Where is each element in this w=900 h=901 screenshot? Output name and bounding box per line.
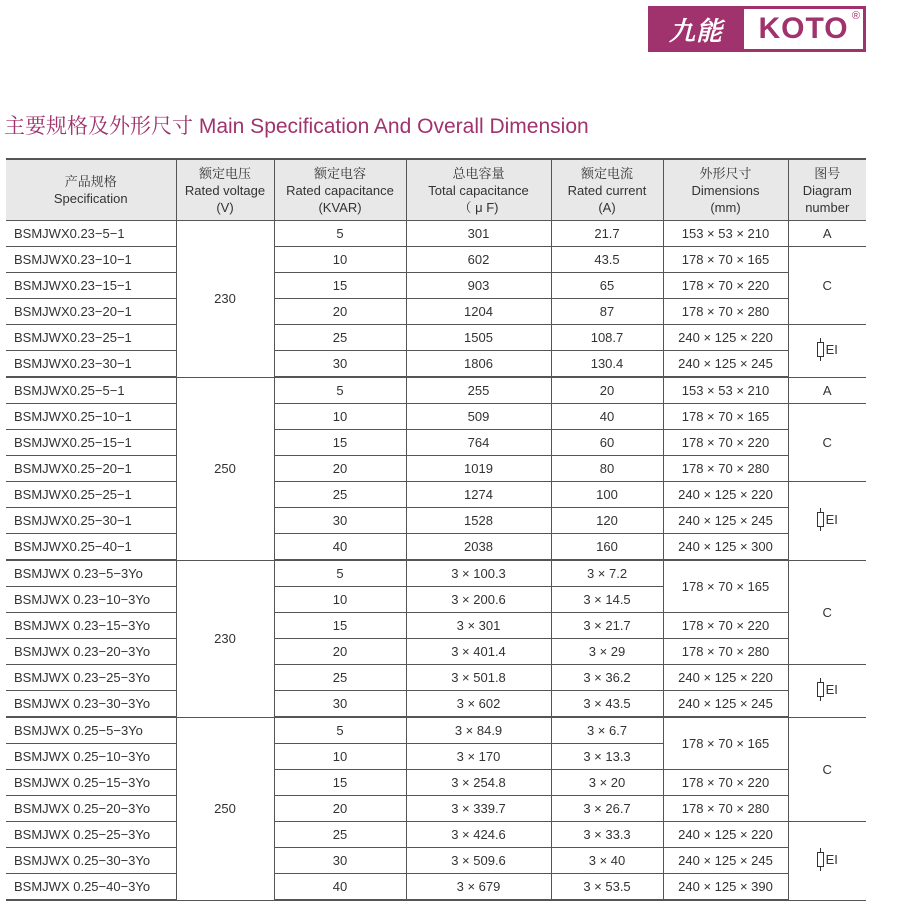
header-line: （ μ F)	[458, 199, 499, 215]
total-capacitance-cell: 764	[406, 430, 551, 456]
current-cell: 20	[551, 377, 663, 404]
dimensions-cell: 240 × 125 × 220	[663, 822, 788, 848]
header-line: Specification	[53, 191, 128, 206]
header-line: Rated current	[567, 182, 647, 198]
table-row	[6, 247, 866, 273]
total-capacitance-cell: 3 × 501.8	[406, 665, 551, 691]
current-cell: 3 × 20	[551, 770, 663, 796]
header-line: Rated capacitance	[286, 182, 394, 198]
voltage-cell: 230	[176, 221, 274, 378]
total-capacitance-cell: 509	[406, 404, 551, 430]
page-title: 主要规格及外形尺寸 Main Specification And Overall Dimension	[4, 115, 589, 138]
header-line: 额定电容	[313, 165, 366, 181]
model-cell: BSMJWX0.25−15−1	[6, 430, 176, 456]
total-capacitance-cell: 3 × 301	[406, 613, 551, 639]
capacitance-cell: 25	[274, 482, 406, 508]
current-cell: 3 × 26.7	[551, 796, 663, 822]
header-line: Diagram	[802, 182, 852, 198]
header-line: (KVAR)	[318, 199, 362, 215]
current-cell: 3 × 43.5	[551, 691, 663, 718]
current-cell: 100	[551, 482, 663, 508]
model-cell: BSMJWX0.23−20−1	[6, 299, 176, 325]
header-line: 额定电压	[198, 165, 251, 181]
model-cell: BSMJWX0.25−5−1	[6, 377, 176, 404]
dimensions-cell: 178 × 70 × 280	[663, 299, 788, 325]
current-cell: 87	[551, 299, 663, 325]
diagram-label: EI	[825, 511, 838, 527]
voltage-cell: 250	[176, 377, 274, 560]
table-row	[6, 639, 866, 665]
diagram-cell: C	[788, 560, 866, 665]
diagram-cell	[788, 325, 866, 378]
current-cell: 60	[551, 430, 663, 456]
current-cell: 40	[551, 404, 663, 430]
logo-chinese-mark: 九能	[668, 16, 723, 47]
model-cell: BSMJWX0.25−40−1	[6, 534, 176, 561]
current-cell: 3 × 53.5	[551, 874, 663, 901]
model-cell: BSMJWX0.23−15−1	[6, 273, 176, 299]
total-capacitance-cell: 1528	[406, 508, 551, 534]
model-cell: BSMJWX 0.23−25−3Yo	[6, 665, 176, 691]
total-capacitance-cell: 255	[406, 377, 551, 404]
capacitance-cell: 25	[274, 665, 406, 691]
total-capacitance-cell: 301	[406, 221, 551, 247]
capacitance-cell: 25	[274, 822, 406, 848]
current-cell: 3 × 40	[551, 848, 663, 874]
table-row	[6, 848, 866, 874]
koto-logo	[648, 6, 866, 52]
header-rated-current	[551, 159, 663, 221]
capacitance-cell: 10	[274, 744, 406, 770]
total-capacitance-cell: 3 × 679	[406, 874, 551, 901]
current-cell: 80	[551, 456, 663, 482]
dimensions-cell: 153 × 53 × 210	[663, 377, 788, 404]
capacitor-icon	[817, 682, 824, 697]
dimensions-cell: 240 × 125 × 245	[663, 508, 788, 534]
header-line: 产品规格	[64, 174, 117, 189]
model-cell: BSMJWX 0.23−10−3Yo	[6, 587, 176, 613]
dimensions-cell: 240 × 125 × 300	[663, 534, 788, 561]
model-cell: BSMJWX 0.25−25−3Yo	[6, 822, 176, 848]
dimensions-cell: 240 × 125 × 390	[663, 874, 788, 901]
current-cell: 3 × 7.2	[551, 560, 663, 587]
capacitance-cell: 15	[274, 273, 406, 299]
current-cell: 21.7	[551, 221, 663, 247]
model-cell: BSMJWX 0.23−20−3Yo	[6, 639, 176, 665]
header-line: 图号	[814, 165, 841, 181]
capacitance-cell: 20	[274, 639, 406, 665]
model-cell: BSMJWX 0.25−15−3Yo	[6, 770, 176, 796]
dimensions-cell: 240 × 125 × 220	[663, 665, 788, 691]
capacitance-cell: 20	[274, 299, 406, 325]
dimensions-cell: 178 × 70 × 280	[663, 639, 788, 665]
table-row	[6, 822, 866, 848]
current-cell: 3 × 14.5	[551, 587, 663, 613]
diagram-ei-symbol	[817, 682, 838, 697]
table-row	[6, 404, 866, 430]
current-cell: 3 × 6.7	[551, 717, 663, 744]
current-cell: 160	[551, 534, 663, 561]
table-row	[6, 665, 866, 691]
model-cell: BSMJWX0.25−25−1	[6, 482, 176, 508]
header-line: 额定电流	[580, 165, 633, 181]
total-capacitance-cell: 3 × 509.6	[406, 848, 551, 874]
total-capacitance-cell: 3 × 401.4	[406, 639, 551, 665]
logo-wordmark	[744, 9, 863, 49]
specification-table	[6, 158, 866, 901]
table-row	[6, 482, 866, 508]
header-rated-voltage	[176, 159, 274, 221]
diagram-cell: A	[788, 221, 866, 247]
dimensions-cell: 240 × 125 × 245	[663, 848, 788, 874]
capacitance-cell: 5	[274, 221, 406, 247]
diagram-ei-symbol	[817, 342, 838, 357]
total-capacitance-cell: 1806	[406, 351, 551, 378]
table-row	[6, 770, 866, 796]
total-capacitance-cell: 2038	[406, 534, 551, 561]
model-cell: BSMJWX0.23−30−1	[6, 351, 176, 378]
capacitance-cell: 5	[274, 377, 406, 404]
capacitance-cell: 30	[274, 848, 406, 874]
header-diagram-number	[788, 159, 866, 221]
capacitance-cell: 10	[274, 587, 406, 613]
diagram-cell	[788, 822, 866, 901]
table-row	[6, 221, 866, 247]
model-cell: BSMJWX 0.23−15−3Yo	[6, 613, 176, 639]
total-capacitance-cell: 3 × 602	[406, 691, 551, 718]
diagram-cell	[788, 482, 866, 561]
header-line: Rated voltage	[184, 182, 266, 198]
table-row	[6, 534, 866, 561]
model-cell: BSMJWX 0.25−30−3Yo	[6, 848, 176, 874]
capacitance-cell: 30	[274, 508, 406, 534]
table-row	[6, 351, 866, 378]
table-row	[6, 430, 866, 456]
current-cell: 3 × 33.3	[551, 822, 663, 848]
diagram-label: EI	[825, 681, 838, 697]
current-cell: 3 × 29	[551, 639, 663, 665]
header-line: 外形尺寸	[699, 165, 752, 181]
dimensions-cell: 178 × 70 × 165	[663, 717, 788, 770]
table-row	[6, 456, 866, 482]
header-line: (A)	[598, 199, 616, 215]
table-row	[6, 508, 866, 534]
dimensions-cell: 240 × 125 × 220	[663, 482, 788, 508]
model-cell: BSMJWX0.23−10−1	[6, 247, 176, 273]
diagram-cell: C	[788, 404, 866, 482]
current-cell: 130.4	[551, 351, 663, 378]
header-line: 总电容量	[452, 165, 505, 181]
header-line: (V)	[216, 199, 234, 215]
table-row	[6, 717, 866, 744]
total-capacitance-cell: 1204	[406, 299, 551, 325]
table-body	[6, 221, 866, 901]
table-row	[6, 273, 866, 299]
table-row	[6, 560, 866, 587]
model-cell: BSMJWX 0.23−5−3Yo	[6, 560, 176, 587]
table-row	[6, 796, 866, 822]
capacitance-cell: 5	[274, 717, 406, 744]
capacitance-cell: 40	[274, 874, 406, 901]
total-capacitance-cell: 3 × 424.6	[406, 822, 551, 848]
model-cell: BSMJWX 0.25−20−3Yo	[6, 796, 176, 822]
model-cell: BSMJWX0.23−25−1	[6, 325, 176, 351]
header-line: Total capacitance	[428, 182, 529, 198]
table-header-row	[6, 159, 866, 221]
header-specification	[6, 159, 176, 221]
dimensions-cell: 178 × 70 × 165	[663, 404, 788, 430]
model-cell: BSMJWX 0.25−40−3Yo	[6, 874, 176, 901]
total-capacitance-cell: 3 × 254.8	[406, 770, 551, 796]
capacitance-cell: 10	[274, 247, 406, 273]
diagram-ei-symbol	[817, 512, 838, 527]
dimensions-cell: 178 × 70 × 220	[663, 770, 788, 796]
dimensions-cell: 178 × 70 × 220	[663, 430, 788, 456]
current-cell: 108.7	[551, 325, 663, 351]
capacitor-icon	[817, 852, 824, 867]
logo-text: KOTO	[758, 12, 849, 45]
model-cell: BSMJWX0.25−20−1	[6, 456, 176, 482]
total-capacitance-cell: 1019	[406, 456, 551, 482]
total-capacitance-cell: 3 × 170	[406, 744, 551, 770]
current-cell: 120	[551, 508, 663, 534]
capacitance-cell: 5	[274, 560, 406, 587]
capacitance-cell: 15	[274, 613, 406, 639]
diagram-cell: C	[788, 247, 866, 325]
total-capacitance-cell: 903	[406, 273, 551, 299]
total-capacitance-cell: 602	[406, 247, 551, 273]
capacitance-cell: 20	[274, 796, 406, 822]
capacitor-icon	[817, 342, 824, 357]
capacitance-cell: 30	[274, 691, 406, 718]
capacitance-cell: 40	[274, 534, 406, 561]
dimensions-cell: 178 × 70 × 220	[663, 273, 788, 299]
model-cell: BSMJWX 0.25−5−3Yo	[6, 717, 176, 744]
current-cell: 3 × 21.7	[551, 613, 663, 639]
dimensions-cell: 153 × 53 × 210	[663, 221, 788, 247]
voltage-cell: 230	[176, 560, 274, 717]
table-row	[6, 377, 866, 404]
total-capacitance-cell: 3 × 200.6	[406, 587, 551, 613]
table-row	[6, 613, 866, 639]
capacitance-cell: 15	[274, 430, 406, 456]
dimensions-cell: 178 × 70 × 165	[663, 560, 788, 613]
current-cell: 65	[551, 273, 663, 299]
voltage-cell: 250	[176, 717, 274, 900]
table-row	[6, 325, 866, 351]
diagram-label: EI	[825, 341, 838, 357]
table-row	[6, 874, 866, 901]
header-line: number	[805, 199, 850, 215]
capacitance-cell: 15	[274, 770, 406, 796]
current-cell: 43.5	[551, 247, 663, 273]
model-cell: BSMJWX 0.25−10−3Yo	[6, 744, 176, 770]
model-cell: BSMJWX0.23−5−1	[6, 221, 176, 247]
dimensions-cell: 178 × 70 × 280	[663, 796, 788, 822]
total-capacitance-cell: 1274	[406, 482, 551, 508]
total-capacitance-cell: 3 × 339.7	[406, 796, 551, 822]
dimensions-cell: 178 × 70 × 165	[663, 247, 788, 273]
diagram-label: EI	[825, 851, 838, 867]
model-cell: BSMJWX0.25−10−1	[6, 404, 176, 430]
dimensions-cell: 240 × 125 × 220	[663, 325, 788, 351]
table-row	[6, 691, 866, 718]
model-cell: BSMJWX 0.23−30−3Yo	[6, 691, 176, 718]
dimensions-cell: 178 × 70 × 280	[663, 456, 788, 482]
capacitance-cell: 25	[274, 325, 406, 351]
current-cell: 3 × 36.2	[551, 665, 663, 691]
total-capacitance-cell: 3 × 84.9	[406, 717, 551, 744]
capacitance-cell: 20	[274, 456, 406, 482]
header-rated-capacitance	[274, 159, 406, 221]
current-cell: 3 × 13.3	[551, 744, 663, 770]
capacitor-icon	[817, 512, 824, 527]
header-dimensions	[663, 159, 788, 221]
diagram-cell	[788, 665, 866, 718]
diagram-cell: A	[788, 377, 866, 404]
model-cell: BSMJWX0.25−30−1	[6, 508, 176, 534]
table-row	[6, 299, 866, 325]
dimensions-cell: 240 × 125 × 245	[663, 351, 788, 378]
header-line: (mm)	[710, 199, 741, 215]
diagram-cell: C	[788, 717, 866, 822]
registered-mark: ®	[851, 10, 861, 22]
diagram-ei-symbol	[817, 852, 838, 867]
total-capacitance-cell: 1505	[406, 325, 551, 351]
header-line: Dimensions	[691, 182, 760, 198]
total-capacitance-cell: 3 × 100.3	[406, 560, 551, 587]
dimensions-cell: 240 × 125 × 245	[663, 691, 788, 718]
capacitance-cell: 10	[274, 404, 406, 430]
capacitance-cell: 30	[274, 351, 406, 378]
dimensions-cell: 178 × 70 × 220	[663, 613, 788, 639]
header-total-capacitance	[406, 159, 551, 221]
